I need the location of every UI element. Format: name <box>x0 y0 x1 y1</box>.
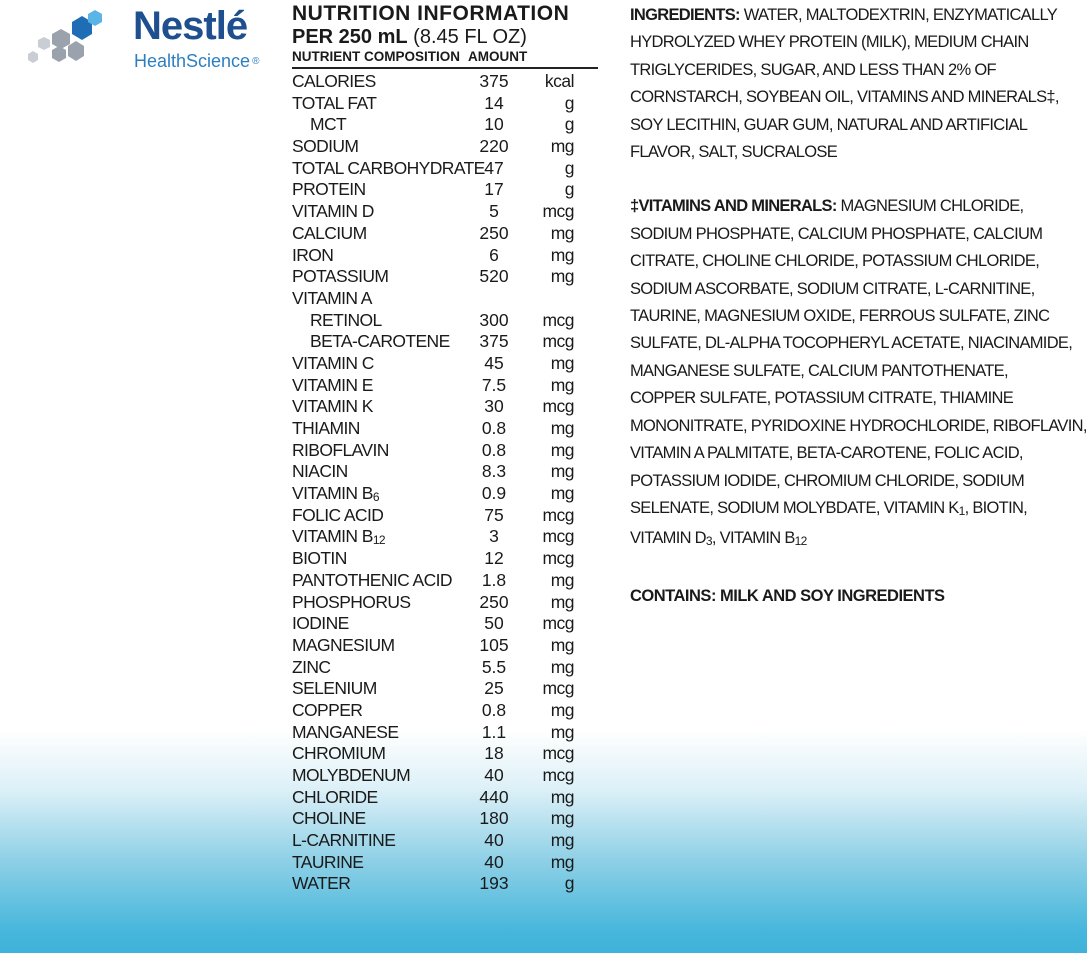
ingredients-line: TRIGLYCERIDES, SUGAR, AND LESS THAN 2% OF <box>630 60 996 79</box>
nutrient-unit: g <box>564 157 574 178</box>
nutrient-amount: 17 <box>484 179 504 200</box>
nutrient-name: PANTOTHENIC ACID <box>292 569 452 590</box>
nutrient-amount: 40 <box>484 765 504 785</box>
nutrition-title: NUTRITION INFORMATION <box>292 2 570 25</box>
nutrient-unit: mg <box>550 266 574 287</box>
nutrient-amount: 105 <box>479 634 509 655</box>
nutrient-name: VITAMIN E <box>292 374 373 395</box>
nutrient-amount: 47 <box>484 157 504 178</box>
nutrient-name: CALORIES <box>292 71 376 91</box>
nutrient-unit: mcg <box>542 331 574 352</box>
nutrient-row <box>292 266 598 288</box>
nutrient-unit: mcg <box>542 613 574 634</box>
nutrient-amount: 180 <box>479 808 509 829</box>
nutrient-amount: 50 <box>484 613 504 634</box>
nutrient-unit: mcg <box>542 765 574 785</box>
nutrient-row <box>292 136 598 158</box>
nutrient-row <box>292 873 598 895</box>
serving-size: PER 250 mL (8.45 FL OZ) <box>292 26 527 48</box>
nutrient-row <box>292 743 598 765</box>
nutrient-unit: mcg <box>542 309 574 330</box>
nutrient-amount: 375 <box>479 71 509 91</box>
nutrient-row <box>292 396 598 418</box>
nutrient-unit: mcg <box>542 548 574 569</box>
allergen-statement: CONTAINS: MILK AND SOY INGREDIENTS <box>630 586 945 605</box>
nutrient-amount: 18 <box>484 743 504 764</box>
nutrient-row <box>292 570 598 592</box>
nutrient-amount: 0.8 <box>481 439 507 460</box>
nutrient-amount: 30 <box>484 396 504 417</box>
ingredients-line: HYDROLYZED WHEY PROTEIN (MILK), MEDIUM CHAIN <box>630 33 1029 52</box>
nutrient-amount: 5.5 <box>481 656 507 677</box>
nutrient-amount: 193 <box>479 873 509 894</box>
nutrient-name: VITAMIN $B_6$ <box>292 483 379 505</box>
nutrient-row <box>292 613 598 635</box>
nutrient-amount: 250 <box>479 591 509 612</box>
nutrient-name: FOLIC ACID <box>292 504 384 525</box>
nutrient-name-subscript: 12 <box>372 533 385 548</box>
nutrient-unit: mcg <box>542 504 574 525</box>
nutrient-amount: 1.1 <box>481 721 507 742</box>
nutrient-name: IRON <box>292 244 334 265</box>
nutrient-name: PHOSPHORUS <box>292 591 411 612</box>
nutrient-row <box>292 592 598 614</box>
nutrient-name-subscript: 6 <box>372 490 379 505</box>
nutrition-header <box>292 48 598 69</box>
nutrient-name: VITAMIN D <box>292 201 374 222</box>
brand-subtitle: HealthScience ® <box>134 51 260 71</box>
nutrient-unit: mg <box>550 634 574 655</box>
nutrient-unit: mg <box>550 461 574 482</box>
nutrient-unit: mg <box>550 439 574 460</box>
nutrient-name: IODINE <box>292 613 349 634</box>
nutrient-row <box>292 440 598 462</box>
nutrient-name: CHLORIDE <box>292 786 378 807</box>
nutrient-unit: kcal <box>544 71 574 91</box>
nutrient-name: CHOLINE <box>292 808 366 829</box>
nutrient-name: COPPER <box>292 699 363 720</box>
nutrient-amount: 12 <box>484 548 504 569</box>
nutrient-row <box>292 245 598 267</box>
nutrient-name: VITAMIN $B_{12}$ <box>292 526 385 548</box>
nutrient-amount: 440 <box>479 786 509 807</box>
nutrient-name: CALCIUM <box>292 222 367 243</box>
nutrient-row <box>292 700 598 722</box>
nutrient-unit: mg <box>550 244 574 265</box>
nutrient-amount: 0.8 <box>481 699 507 720</box>
nutrient-name: MAGNESIUM <box>292 634 395 655</box>
vitamins-line: ‡VITAMINS AND MINERALS: MAGNESIUM CHLORIDE, <box>630 197 1024 216</box>
nutrient-amount: 40 <box>484 830 504 851</box>
nutrient-row <box>292 483 598 505</box>
ingredients-line: FLAVOR, SALT, SUCRALOSE <box>630 143 838 162</box>
nutrient-unit: mcg <box>542 526 574 547</box>
vitamins-line: VITAMIN $D_3$, VITAMIN $B_{12}$ <box>630 529 807 549</box>
nutrient-unit: mcg <box>542 678 574 699</box>
nutrient-name: POTASSIUM <box>292 266 389 287</box>
nutrient-amount: 0.9 <box>481 483 507 504</box>
nutrient-amount: 25 <box>484 678 504 699</box>
nutrient-unit: mcg <box>542 201 574 222</box>
nutrient-name: ZINC <box>292 656 331 677</box>
nutrient-row <box>292 678 598 700</box>
col-nutrient-header: NUTRIENT COMPOSITION <box>292 49 460 64</box>
nutrient-name: NIACIN <box>292 461 348 482</box>
nutrient-row <box>292 310 598 332</box>
nutrient-unit: mg <box>550 483 574 504</box>
vitamins-line: SODIUM ASCORBATE, SODIUM CITRATE, L-CARNITINE, <box>630 279 1035 298</box>
nutrient-unit: mg <box>550 591 574 612</box>
nutrient-unit: mg <box>550 569 574 590</box>
nutrient-name: PROTEIN <box>292 179 366 200</box>
nutrient-unit: g <box>564 873 574 894</box>
nutrient-name: MOLYBDENUM <box>292 765 411 785</box>
nutrient-name: WATER <box>292 873 351 894</box>
nutrient-unit: mg <box>550 222 574 243</box>
nutrient-unit: mg <box>550 352 574 373</box>
nutrient-amount: 8.3 <box>481 461 507 482</box>
nutrient-row <box>292 223 598 245</box>
vitamins-line: POTASSIUM IODIDE, CHROMIUM CHLORIDE, SODIUM <box>630 471 1025 490</box>
nutrient-row <box>292 548 598 570</box>
nutrient-amount: 300 <box>479 309 509 330</box>
nutrient-name: VITAMIN C <box>292 352 374 373</box>
vitamins-line: TAURINE, MAGNESIUM OXIDE, FERROUS SULFATE, ZINC <box>630 307 1050 326</box>
nutrient-amount: 40 <box>484 851 504 872</box>
nutrient-name: SELENIUM <box>292 678 377 699</box>
nutrient-name: VITAMIN K <box>292 396 373 417</box>
vitamins-line: SULFATE, DL-ALPHA TOCOPHERYL ACETATE, NIACINAMIDE, <box>630 334 1073 353</box>
nutrient-unit: mg <box>550 786 574 807</box>
nutrient-row <box>292 722 598 744</box>
nutrient-unit: mg <box>550 808 574 829</box>
nutrient-row <box>292 657 598 679</box>
nutrient-amount: 1.8 <box>481 569 507 590</box>
nutrient-list <box>292 71 598 895</box>
nutrient-amount: 520 <box>479 266 509 287</box>
nutrient-row <box>292 765 598 787</box>
nutrient-name: CHROMIUM <box>292 743 386 764</box>
nutrient-unit: g <box>564 114 574 135</box>
nutrient-amount: 45 <box>484 352 504 373</box>
nutrient-unit: mg <box>550 699 574 720</box>
nutrient-amount: 250 <box>479 222 509 243</box>
nutrient-name: MANGANESE <box>292 721 399 742</box>
nutrient-amount: 6 <box>489 244 499 265</box>
ingredients-line: INGREDIENTS: WATER, MALTODEXTRIN, ENZYMATICALLY <box>630 6 1058 24</box>
nutrient-unit: mg <box>550 721 574 742</box>
nutrient-row <box>292 418 598 440</box>
ingredients-panel <box>630 2 1087 610</box>
nutrient-name: VITAMIN A <box>292 287 372 308</box>
nutrient-row <box>292 808 598 830</box>
nutrient-amount: 10 <box>484 114 504 135</box>
col-amount-header: AMOUNT <box>468 49 528 64</box>
nutrient-row <box>292 787 598 809</box>
nutrient-row <box>292 93 598 115</box>
nutrient-row <box>292 353 598 375</box>
nutrient-unit: mg <box>550 136 574 157</box>
nutrient-row <box>292 526 598 548</box>
nutrient-row <box>292 852 598 874</box>
vitamins-line: SELENATE, SODIUM MOLYBDATE, VITAMIN $K_1$, BIOTIN, <box>630 498 1028 518</box>
nutrient-unit: mcg <box>542 743 574 764</box>
nutrient-name: BETA-CAROTENE <box>310 331 450 352</box>
nestle-health-science-logo <box>28 4 268 74</box>
nutrient-row <box>292 114 598 136</box>
vitamins-line: VITAMIN A PALMITATE, BETA-CAROTENE, FOLIC ACID, <box>630 444 1023 463</box>
nutrient-unit: mg <box>550 418 574 438</box>
nutrient-name: MCT <box>310 114 347 135</box>
nutrient-name: THIAMIN <box>292 418 360 438</box>
nutrient-name: RETINOL <box>310 309 382 330</box>
nutrient-unit: mg <box>550 374 574 395</box>
vitamins-line: CITRATE, CHOLINE CHLORIDE, POTASSIUM CHLORIDE, <box>630 252 1040 271</box>
nutrient-row <box>292 375 598 397</box>
nutrient-name: RIBOFLAVIN <box>292 439 389 460</box>
nutrient-name: TOTAL CARBOHYDRATE <box>292 157 485 178</box>
nutrient-row <box>292 158 598 180</box>
nutrient-row <box>292 331 598 353</box>
nutrient-amount: 14 <box>484 92 504 113</box>
nutrient-row <box>292 288 598 310</box>
nutrient-unit: mcg <box>542 396 574 417</box>
nutrient-row <box>292 201 598 223</box>
nutrient-unit: mg <box>550 830 574 851</box>
nutrient-amount: 75 <box>484 504 504 525</box>
nutrient-name: TAURINE <box>292 851 364 872</box>
nutrient-row <box>292 635 598 657</box>
nutrient-unit: mg <box>550 656 574 677</box>
vitamins-line: COPPER SULFATE, POTASSIUM CITRATE, THIAMINE <box>630 389 1014 408</box>
nutrient-row <box>292 505 598 527</box>
nutrient-unit: mg <box>550 851 574 872</box>
nutrient-name: TOTAL FAT <box>292 92 377 113</box>
nutrient-unit: g <box>564 92 574 113</box>
vitamins-line: SODIUM PHOSPHATE, CALCIUM PHOSPHATE, CALCIUM <box>630 224 1043 243</box>
nutrient-amount: 3 <box>489 526 499 547</box>
brand-name: Nestlé <box>133 4 248 48</box>
hexagon-cluster-icon <box>28 10 108 72</box>
nutrition-panel <box>292 0 598 895</box>
nutrient-unit: g <box>564 179 574 200</box>
nutrient-name: L-CARNITINE <box>292 830 396 851</box>
nutrient-row <box>292 71 598 93</box>
nutrient-amount: 220 <box>479 136 509 157</box>
nutrient-amount: 5 <box>489 201 499 222</box>
nutrient-row <box>292 830 598 852</box>
nutrient-amount: 375 <box>479 331 509 352</box>
nutrient-amount: 7.5 <box>481 374 507 395</box>
nutrient-row <box>292 179 598 201</box>
vitamins-line: MONONITRATE, PYRIDOXINE HYDROCHLORIDE, RIBOFLAVIN, <box>630 416 1087 435</box>
nutrient-name: SODIUM <box>292 136 359 157</box>
nutrient-amount: 0.8 <box>481 418 507 438</box>
nutrient-row <box>292 461 598 483</box>
vitamins-line: MANGANESE SULFATE, CALCIUM PANTOTHENATE, <box>630 361 1008 380</box>
ingredients-line: CORNSTARCH, SOYBEAN OIL, VITAMINS AND MINERALS‡, <box>630 88 1059 107</box>
ingredients-line: SOY LECITHIN, GUAR GUM, NATURAL AND ARTIFICIAL <box>630 115 1028 134</box>
nutrient-name: BIOTIN <box>292 548 347 569</box>
